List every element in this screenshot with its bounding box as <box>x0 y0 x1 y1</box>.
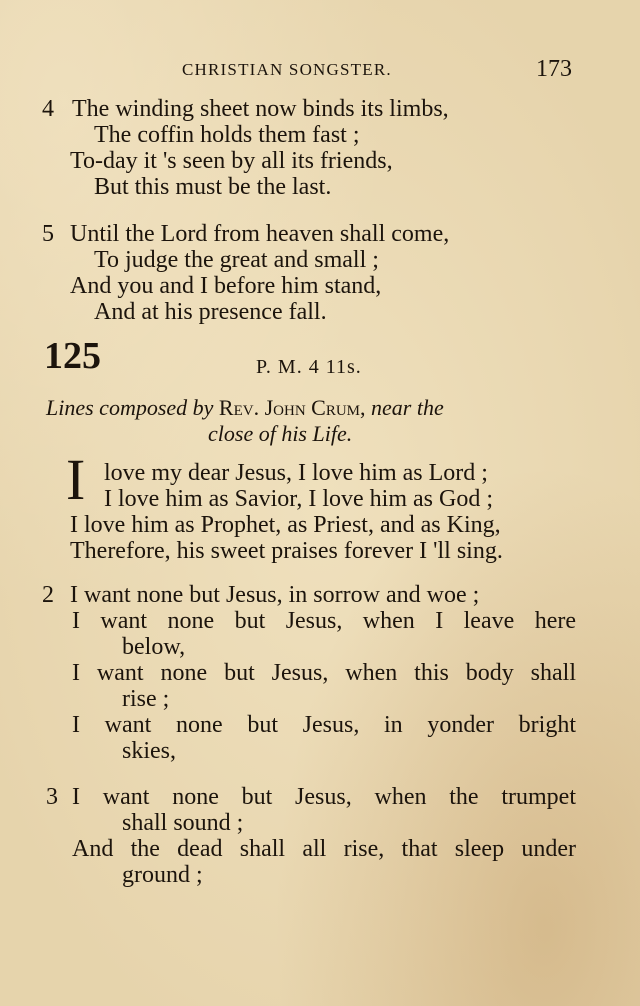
verse-line: I want none but Jesus, in yonder bright <box>72 712 576 738</box>
verse-line: Until the Lord from heaven shall come, <box>70 221 450 247</box>
verse-line: ground ; <box>122 862 203 888</box>
verse-line: below, <box>122 634 186 660</box>
verse-line: I love him as Savior, I love him as God ; <box>104 486 493 512</box>
hymn-author: Rev. John Crum, <box>218 395 366 420</box>
verse-line: And at his presence fall. <box>94 299 327 325</box>
verse-line: shall sound ; <box>122 810 244 836</box>
verse-line: I want none but Jesus, when I leave here <box>72 608 576 634</box>
verse-line: The winding sheet now binds its limbs, <box>72 96 449 122</box>
page-number: 173 <box>536 56 572 82</box>
verse-line: rise ; <box>122 686 170 712</box>
hymn-meter: P. M. 4 11s. <box>256 356 362 378</box>
page-header <box>182 56 572 82</box>
hymn-title-part: Lines composed by <box>46 395 219 420</box>
verse-line: But this must be the last. <box>94 174 332 200</box>
stanza-number: 5 <box>42 221 54 247</box>
verse-line: To-day it 's seen by all its friends, <box>70 148 393 174</box>
verse-line: And the dead shall all rise, that sleep under <box>72 836 576 862</box>
verse-line: skies, <box>122 738 176 764</box>
verse-line: The coffin holds them fast ; <box>94 122 360 148</box>
verse-line: I love him as Prophet, as Priest, and as King, <box>70 512 501 538</box>
hymn-title-part: near the <box>365 395 444 420</box>
verse-line: To judge the great and small ; <box>94 247 379 273</box>
hymn-number: 125 <box>44 335 101 377</box>
hymn-title-line: close of his Life. <box>208 421 353 446</box>
drop-cap: I <box>66 447 86 512</box>
running-head: CHRISTIAN SONGSTER. <box>182 60 392 79</box>
verse-line: I want none but Jesus, when this body shall <box>72 660 576 686</box>
verse-line: love my dear Jesus, I love him as Lord ; <box>104 460 488 486</box>
verse-line: Therefore, his sweet praises forever I 'll sing. <box>70 538 503 564</box>
stanza-number: 3 <box>46 784 58 810</box>
hymn-title-line <box>46 395 444 421</box>
verse-line: I want none but Jesus, in sorrow and woe ; <box>70 582 480 608</box>
stanza-number: 4 <box>42 96 54 122</box>
verse-line: And you and I before him stand, <box>70 273 382 299</box>
verse-line: I want none but Jesus, when the trumpet <box>72 784 576 810</box>
stanza-number: 2 <box>42 582 54 608</box>
